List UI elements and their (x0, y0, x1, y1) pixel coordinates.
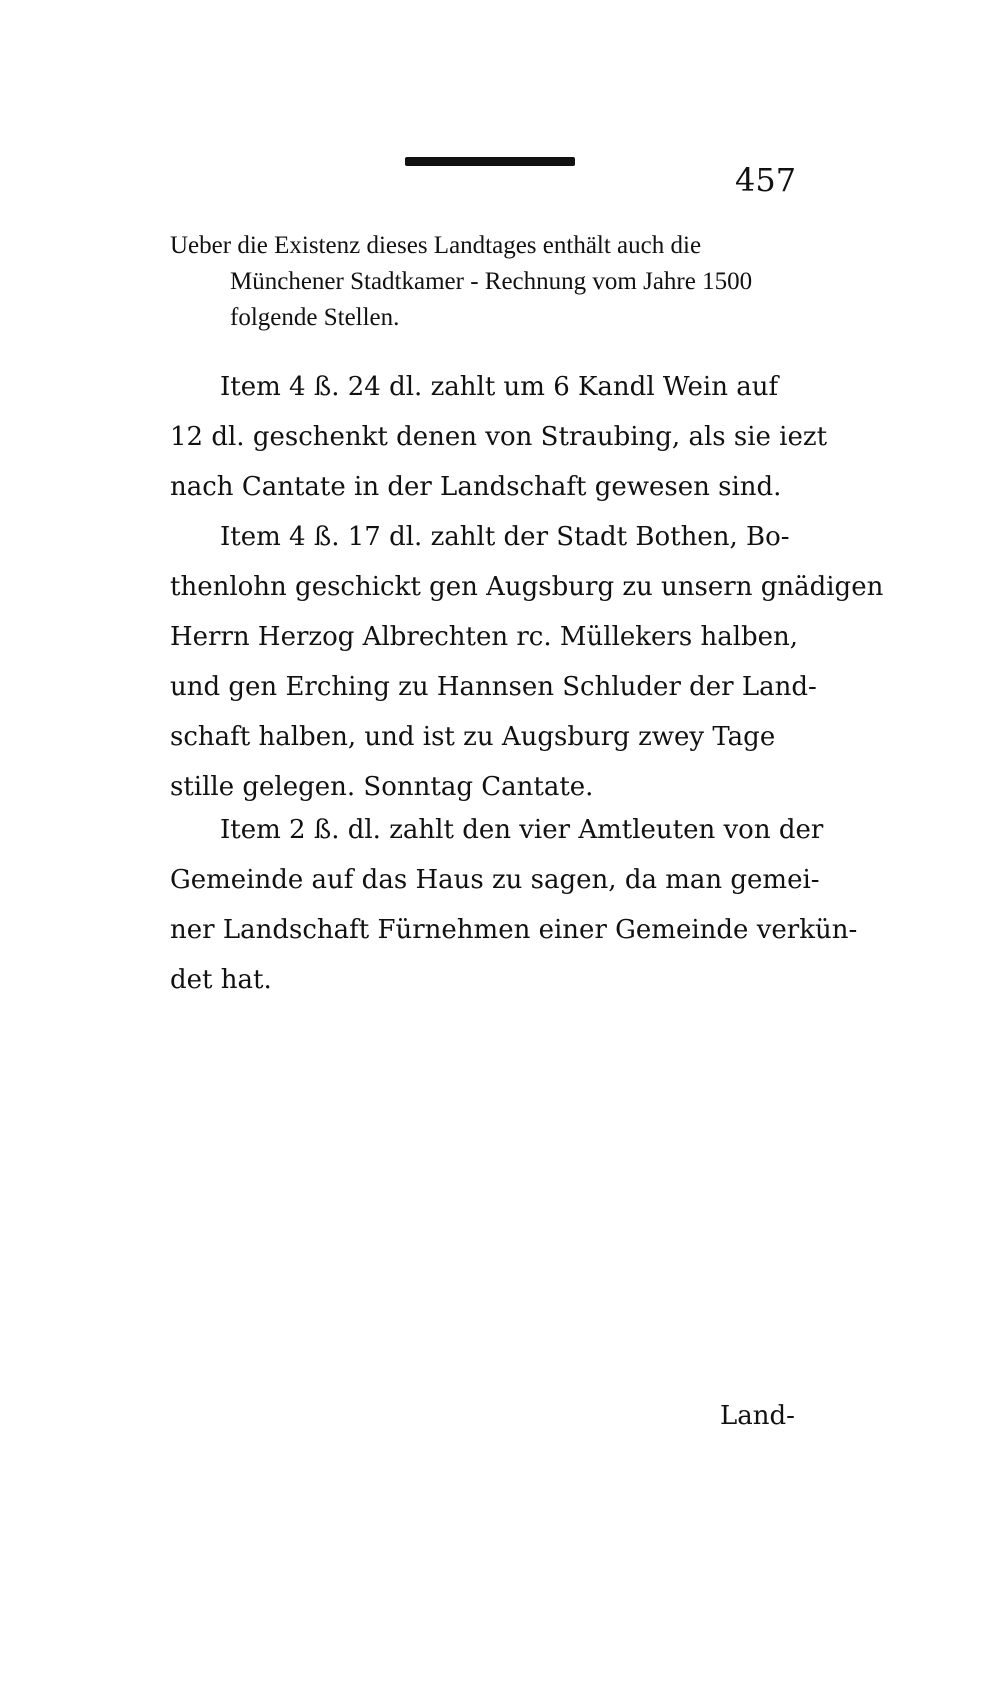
catchword: Land- (720, 1401, 795, 1431)
header-rule (405, 157, 575, 166)
entry-line: Item 4 ß. 24 dl. zahlt um 6 Kandl Wein auf (220, 372, 779, 402)
account-entry-3 (170, 805, 858, 1005)
note-line: Ueber die Existenz dieses Landtages enthält auch die (170, 232, 702, 259)
entry-line: schaft halben, und ist zu Augsburg zwey Tage (170, 722, 776, 752)
entry-line: Item 4 ß. 17 dl. zahlt der Stadt Bothen, Bo- (220, 522, 790, 552)
entry-line: und gen Erching zu Hannsen Schluder der Land- (170, 672, 817, 702)
entry-line: thenlohn geschickt gen Augsburg zu unsern gnädigen (170, 572, 884, 602)
entry-line: nach Cantate in der Landschaft gewesen sind. (170, 472, 782, 502)
note-line: folgende Stellen. (230, 304, 400, 331)
entry-line: Gemeinde auf das Haus zu sagen, da man gemei- (170, 865, 820, 895)
entry-line: Item 2 ß. dl. zahlt den vier Amtleuten von der (220, 815, 824, 845)
entry-line: det hat. (170, 965, 272, 995)
entry-line: 12 dl. geschenkt denen von Straubing, als sie iezt (170, 422, 828, 452)
entry-line: stille gelegen. Sonntag Cantate. (170, 772, 594, 802)
entry-line: ner Landschaft Fürnehmen einer Gemeinde verkün- (170, 915, 858, 945)
account-entry-1 (170, 362, 850, 512)
note-line: Münchener Stadtkamer - Rechnung vom Jahre 1500 (230, 268, 753, 295)
entry-line: Herrn Herzog Albrechten rc. Müllekers halben, (170, 622, 799, 652)
page-number: 457 (735, 161, 797, 199)
account-entry-2 (170, 512, 884, 812)
introductory-note (170, 228, 850, 336)
